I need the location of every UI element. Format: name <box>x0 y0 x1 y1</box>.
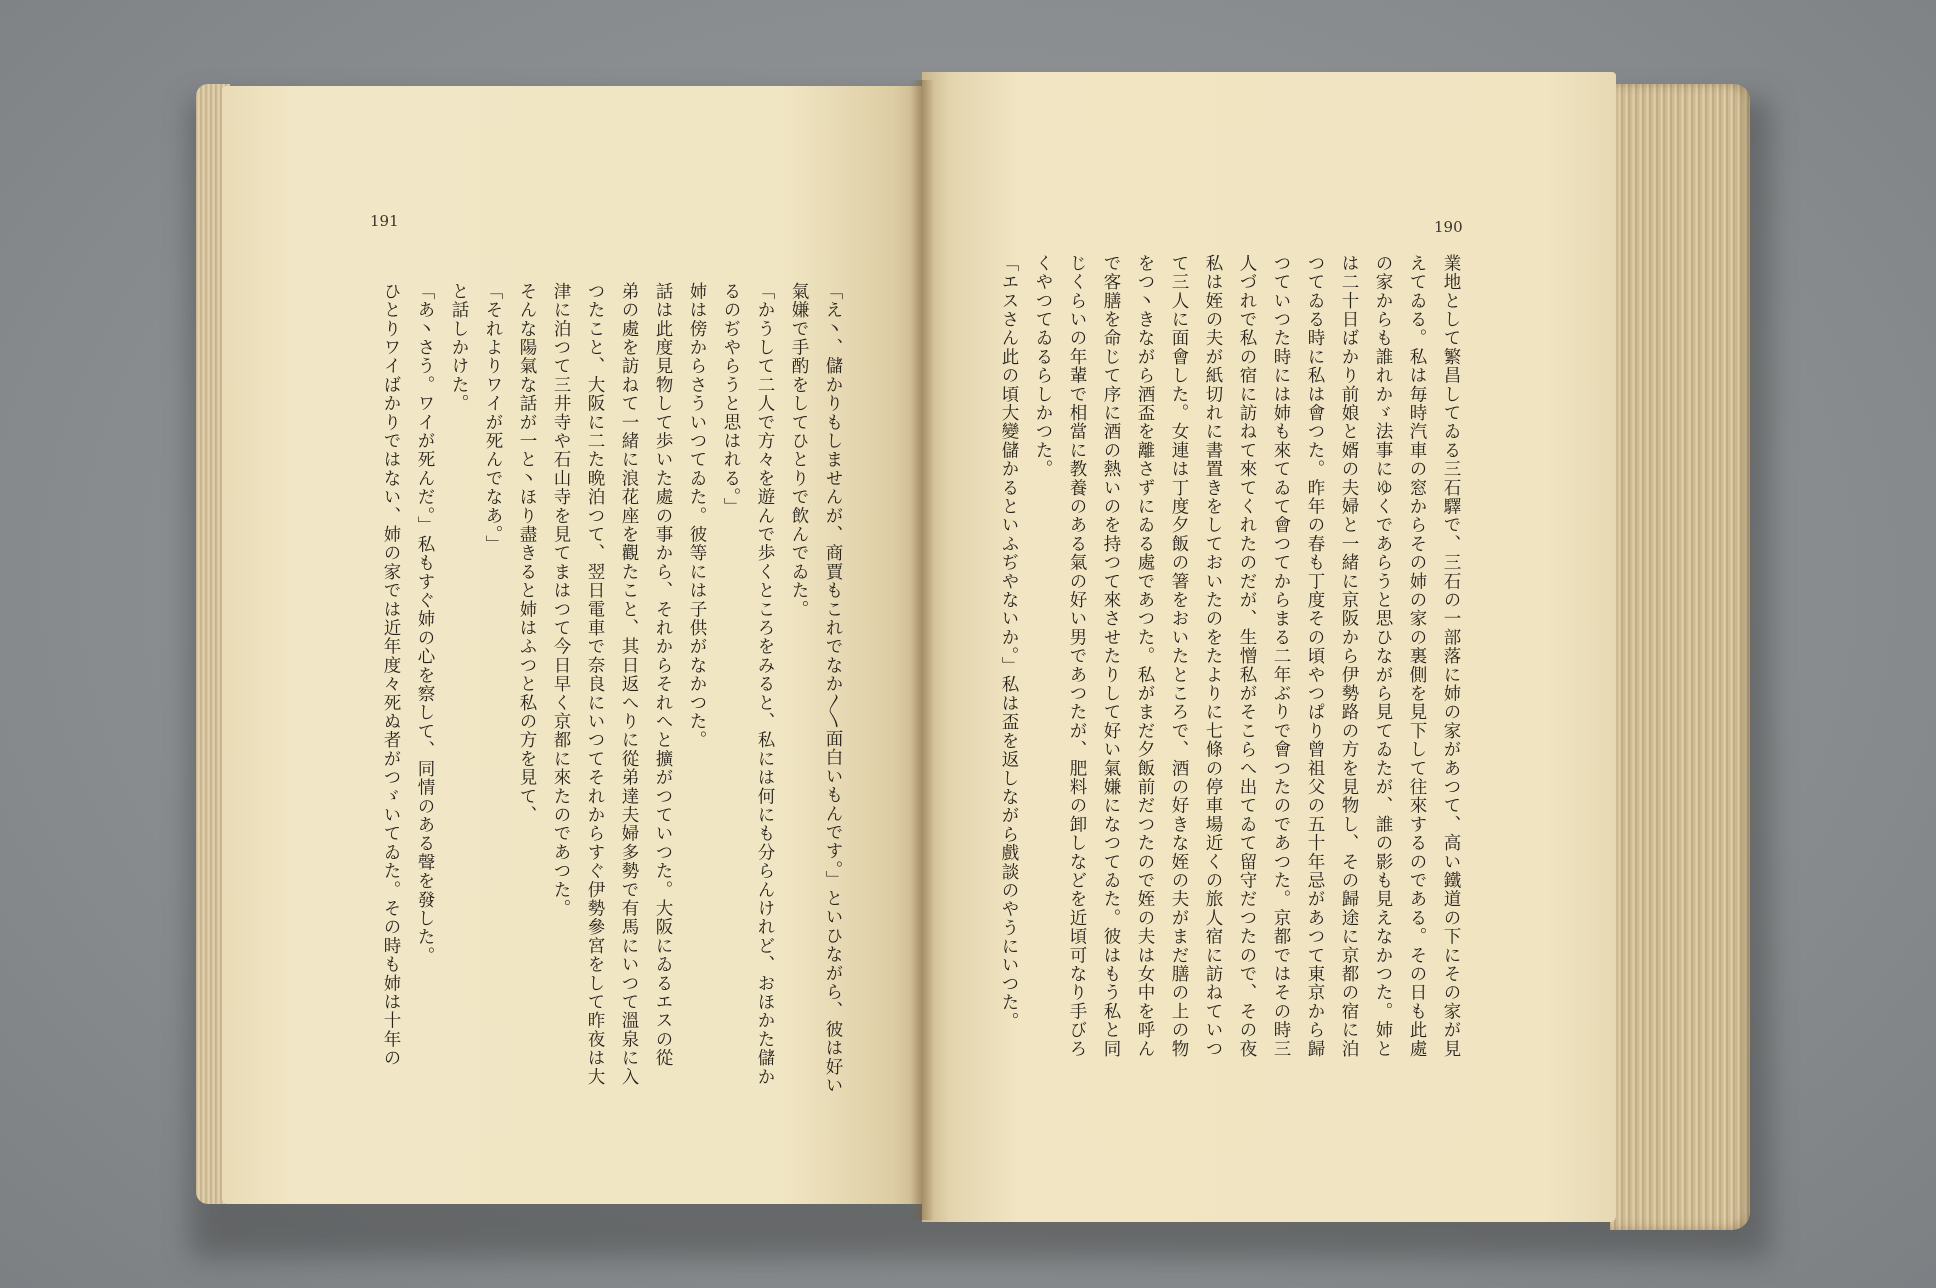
text-line: 「それよりワイが死んでなあ。」 <box>483 282 503 554</box>
text-line: 「え丶、儲かりもしませんが、商賈もこれでなか〳〵面白いもんです。」といひながら、彼は好い <box>823 282 843 1095</box>
text-line: 「かうして二人で方々を遊んで歩くところをみると、私には何にも分らんけれど、おほかた儲か <box>755 282 775 1087</box>
text-line: で客膳を命じて序に酒の熱いのを持つて來させたりして好い氣嫌になつてゐた。彼はもう私と同 <box>1101 254 1121 1059</box>
right-page-text <box>992 254 1468 1124</box>
text-line: 津に泊つて三井寺や石山寺を見てまはつて今日早く京都に來たのであつた。 <box>551 282 571 918</box>
text-line: 人づれで私の宿に訪ねて來てくれたのだが、生憎私がそこらへ出てゐて留守だつたので、その夜 <box>1237 254 1257 1059</box>
book-fore-edge <box>1610 84 1750 1230</box>
text-line: つてゐる時に私は會つた。昨年の春も丁度その頃やつぱり曾祖父の五十年忌があつて東京から歸 <box>1305 254 1325 1059</box>
text-line: 私は姪の夫が紙切れに書置きをしておいたのをたよりに七條の停車場近くの旅人宿に訪ねていつ <box>1203 254 1223 1059</box>
text-line: と話しかけた。 <box>449 282 469 413</box>
text-line: 業地として繁昌してゐる三石驛で、三石の一部落に姉の家があつて、高い鐵道の下にその家が見 <box>1441 254 1461 1059</box>
text-line: 「エスさん此の頃大變儲かるといふぢやないか。」私は盃を返しながら戲談のやうにいつた。 <box>999 254 1019 1031</box>
right-page-number: 190 <box>1434 218 1463 236</box>
text-line: は二十日ばかり前娘と婿の夫婦と一緒に京阪から伊勢路の方を見物し、その歸途に京都の宿に泊 <box>1339 254 1359 1059</box>
text-line: 「あ丶さう。ワイが死んだ。」私もすぐ姉の心を察して、同情のある聲を發した。 <box>415 282 435 966</box>
text-line: つていつた時には姉も來てゐて會つてからまる二年ぶりで會つたのであつた。京都ではその時三 <box>1271 254 1291 1059</box>
text-line: ひとりワイばかりではない、姉の家では近年度々死ぬ者がつゞいてゐた。その時も姉は十年の <box>381 282 401 1068</box>
left-page <box>222 86 922 1204</box>
text-line: くやつてゐるらしかつた。 <box>1033 254 1053 479</box>
book-gutter <box>910 80 934 1220</box>
text-line: の家からも誰れかゞ法事にゆくであらうと思ひながら見てゐたが、誰の影も見えなかつた。姉と <box>1373 254 1393 1059</box>
left-page-text <box>374 282 850 1142</box>
text-line: をつ丶きながら酒盃を離さずにゐる處であつた。私がまだ夕飯前だつたので姪の夫は女中を呼ん <box>1135 254 1155 1059</box>
text-line: つたこと、大阪に二た晩泊つて、翌日電車で奈良にいつてそれからすぐ伊勢參宮をして昨夜は大 <box>585 282 605 1087</box>
text-line: て三人に面會した。女連は丁度夕飯の箸をおいたところで、酒の好きな姪の夫がまだ膳の上の物 <box>1169 254 1189 1059</box>
text-line: そんな陽氣な話が一と丶ほり盡きると姉はふつと私の方を見て、 <box>517 282 537 825</box>
text-line: 姉は傍からさういつてゐた。彼等には子供がなかつた。 <box>687 282 707 750</box>
text-line: 氣嫌で手酌をしてひとりで飲んでゐた。 <box>789 282 809 619</box>
text-line: えてゐる。私は毎時汽車の窓からその姉の家の裏側を見下して往來するのである。その日も此處 <box>1407 254 1427 1059</box>
right-page <box>922 72 1616 1222</box>
left-page-number: 191 <box>370 212 399 230</box>
text-line: 話は此度見物して歩いた處の事から、それからそれへと擴がつていつた。大阪にゐるエスの從 <box>653 282 673 1068</box>
text-line: 弟の處を訪ねて一緒に浪花座を觀たこと、其日返へりに從弟達夫婦多勢で有馬にいつて溫泉に入 <box>619 282 639 1087</box>
text-line: じくらいの年輩で相當に教養のある氣の好い男であつたが、肥料の卸しなどを近頃可なり手びろ <box>1067 254 1087 1059</box>
text-line: るのぢやらうと思はれる。」 <box>721 282 741 517</box>
